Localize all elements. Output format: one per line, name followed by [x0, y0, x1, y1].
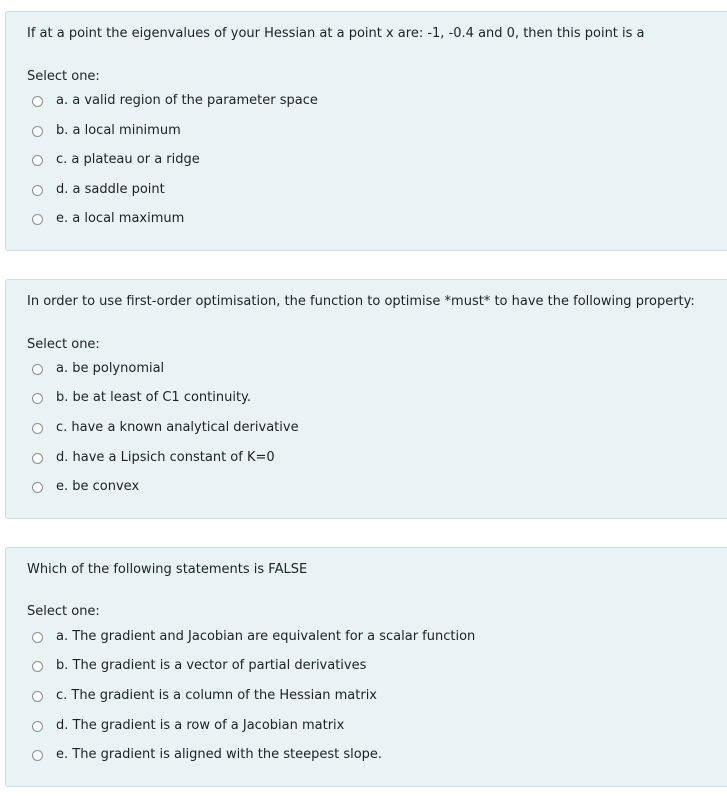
- option-c[interactable]: [32, 687, 377, 705]
- radio-button[interactable]: [32, 364, 43, 375]
- option-label: b. a local minimum: [56, 123, 181, 138]
- option-label: c. The gradient is a column of the Hessian matrix: [56, 688, 377, 703]
- radio-button[interactable]: [32, 482, 43, 493]
- option-label: d. a saddle point: [56, 182, 165, 197]
- option-label: c. a plateau or a ridge: [56, 152, 200, 167]
- option-b[interactable]: [32, 657, 366, 675]
- option-label: d. have a Lipsich constant of K=0: [56, 450, 275, 465]
- option-label: b. The gradient is a vector of partial derivatives: [56, 658, 367, 673]
- option-e[interactable]: [32, 478, 139, 496]
- radio-button[interactable]: [32, 453, 43, 464]
- select-one-label: Select one:: [27, 604, 100, 619]
- option-label: d. The gradient is a row of a Jacobian matrix: [56, 718, 345, 733]
- radio-button[interactable]: [32, 96, 43, 107]
- option-label: e. The gradient is aligned with the steepest slope.: [56, 747, 383, 762]
- question-card-3: [5, 547, 727, 787]
- option-c[interactable]: [32, 419, 299, 437]
- option-label: a. The gradient and Jacobian are equivalent for a scalar function: [56, 629, 476, 644]
- option-c[interactable]: [32, 151, 200, 169]
- option-b[interactable]: [32, 122, 181, 140]
- radio-button[interactable]: [32, 423, 43, 434]
- radio-button[interactable]: [32, 214, 43, 225]
- option-label: c. have a known analytical derivative: [56, 420, 299, 435]
- option-label: e. a local maximum: [56, 211, 185, 226]
- option-label: a. be polynomial: [56, 361, 165, 376]
- option-label: b. be at least of C1 continuity.: [56, 390, 252, 405]
- radio-button[interactable]: [32, 750, 43, 761]
- question-text: In order to use first-order optimisation, the function to optimise *must* to have the following property:: [27, 294, 695, 309]
- radio-button[interactable]: [32, 721, 43, 732]
- option-d[interactable]: [32, 181, 165, 199]
- option-label: e. be convex: [56, 479, 140, 494]
- radio-button[interactable]: [32, 126, 43, 137]
- select-one-label: Select one:: [27, 69, 100, 84]
- option-e[interactable]: [32, 746, 382, 764]
- question-text: If at a point the eigenvalues of your Hessian at a point x are: -1, -0.4 and 0, then this point is a: [27, 26, 645, 41]
- radio-button[interactable]: [32, 661, 43, 672]
- question-text: Which of the following statements is FALSE: [27, 562, 308, 577]
- select-one-label: Select one:: [27, 337, 100, 352]
- option-a[interactable]: [32, 92, 318, 110]
- radio-button[interactable]: [32, 393, 43, 404]
- option-e[interactable]: [32, 210, 184, 228]
- option-a[interactable]: [32, 628, 475, 646]
- question-card-2: [5, 279, 727, 519]
- option-d[interactable]: [32, 449, 275, 467]
- option-d[interactable]: [32, 717, 344, 735]
- option-label: a. a valid region of the parameter space: [56, 93, 318, 108]
- radio-button[interactable]: [32, 632, 43, 643]
- question-card-1: [5, 11, 727, 251]
- radio-button[interactable]: [32, 155, 43, 166]
- option-a[interactable]: [32, 360, 164, 378]
- option-b[interactable]: [32, 389, 251, 407]
- radio-button[interactable]: [32, 691, 43, 702]
- radio-button[interactable]: [32, 185, 43, 196]
